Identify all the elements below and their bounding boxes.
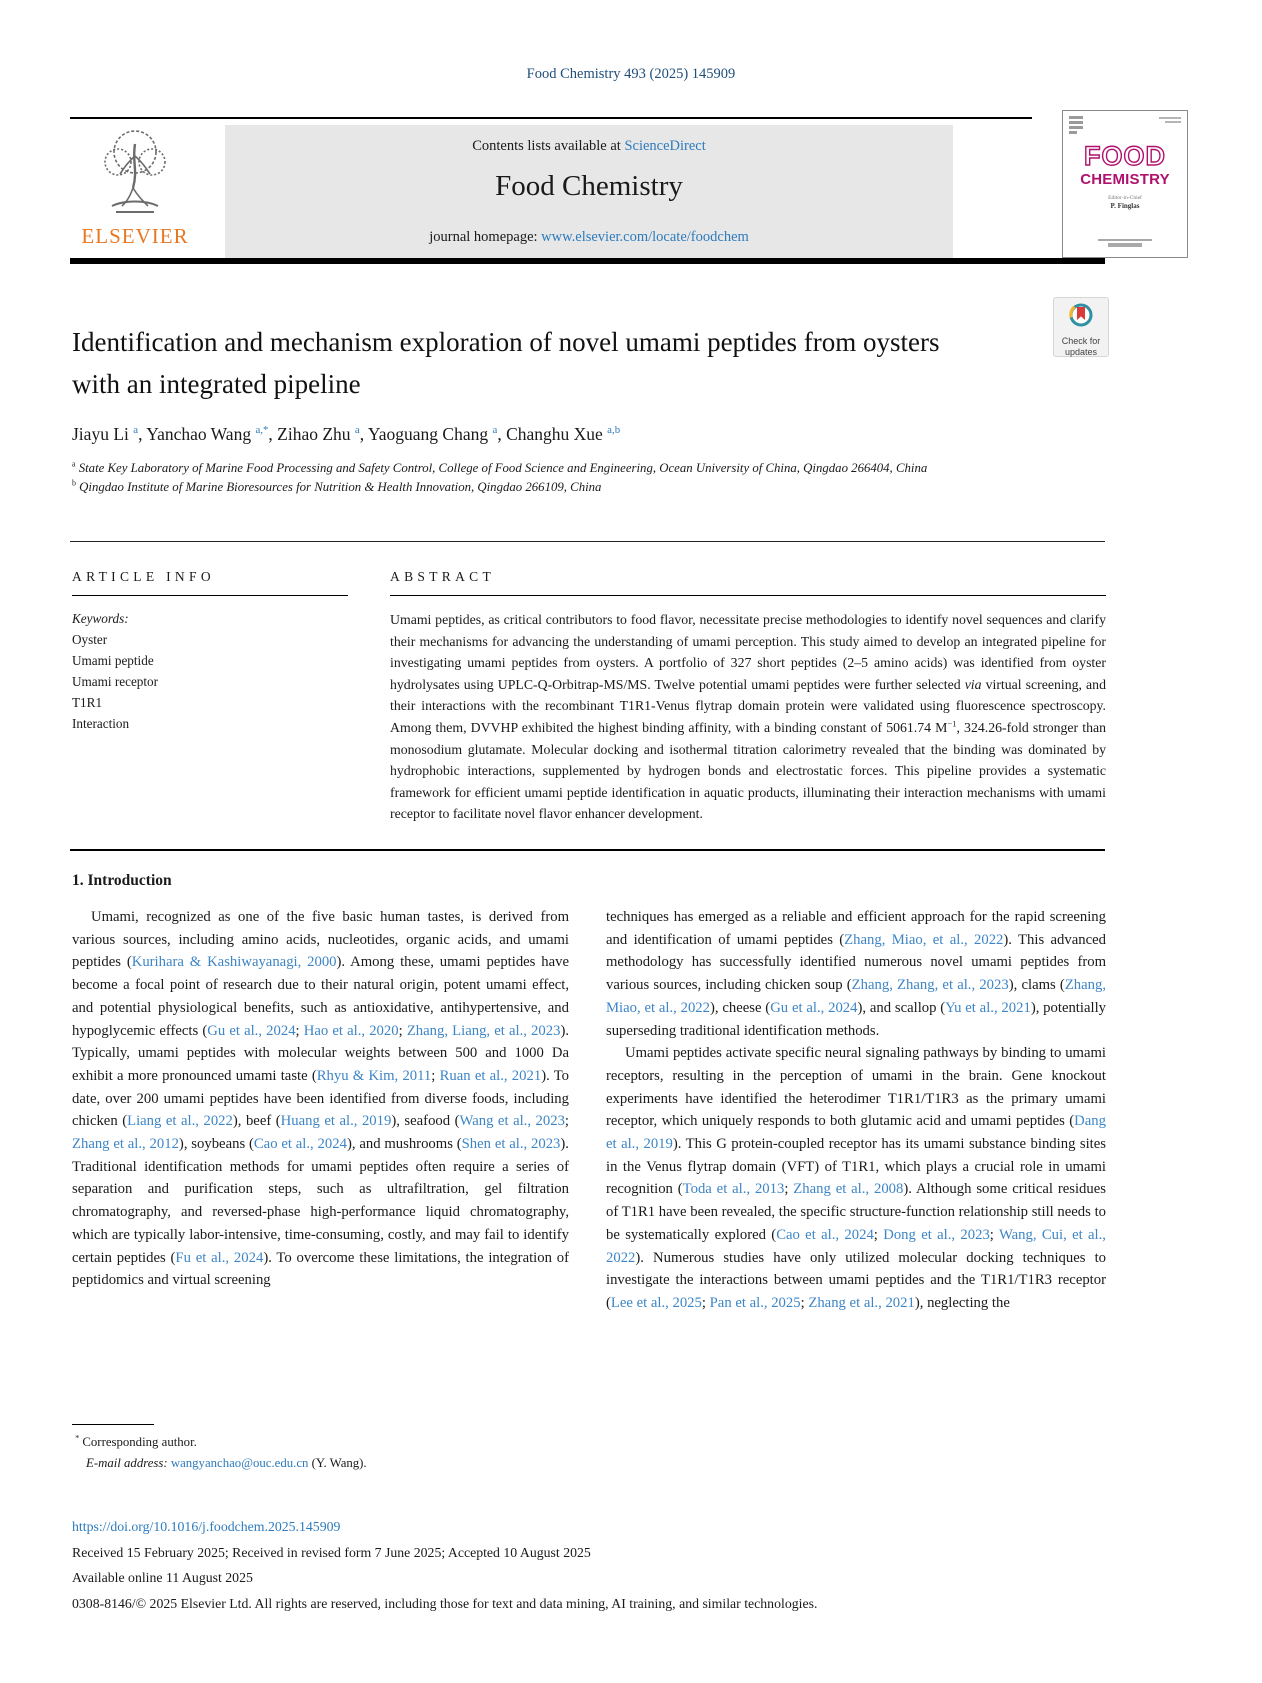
citation-link[interactable]: Zhang, Zhang, et al., 2023 — [851, 977, 1009, 994]
body-paragraph: Umami peptides activate specific neural signaling pathways by binding to umami receptors, resulting in the perception of umami in the brain. Gene knockout experiments have identified the heterodimer T1R1/T1R3 as the primary umami receptor, which uniquely responds to both glutamic acid and umami peptides (Dang et al., 2019). This G protein-coupled receptor has its umami substance binding sites in the Venus flytrap domain (VFT) of T1R1, which plays a crucial role in umami recognition (Toda et al., 2013; Zhang et al., 2008). Although some critical residues of T1R1 have been revealed, the specific structure-function relationship still needs to be systematically explored (Cao et al., 2024; Dong et al., 2023; Wang, Cui, et al., 2022). Numerous studies have only utilized molecular docking techniques to investigate the interactions between umami peptides and the T1R1/T1R3 receptor (Lee et al., 2025; Pan et al., 2025; Zhang et al., 2021), neglecting the — [606, 1045, 1106, 1311]
author-name: Yaoguang Chang $^a$, — [367, 424, 507, 444]
citation-link[interactable]: Gu et al., 2024 — [770, 999, 858, 1016]
check-badge-label-line2: updates — [1064, 346, 1098, 357]
journal-homepage-link[interactable]: www.elsevier.com/locate/foodchem — [541, 229, 749, 245]
author-name: Yanchao Wang $^{a,*}$, — [146, 424, 278, 444]
abstract-section — [390, 569, 1106, 825]
email-suffix: (Y. Wang). — [308, 1456, 367, 1470]
elsevier-wordmark: ELSEVIER — [81, 224, 189, 248]
citation-link[interactable]: Gu et al., 2024 — [207, 1022, 296, 1039]
citation-link[interactable]: Zhang, Liang, et al., 2023 — [406, 1022, 561, 1039]
footnote-marker: * — [75, 1433, 80, 1443]
citation-link[interactable]: Dong et al., 2023 — [883, 1226, 990, 1243]
citation-link[interactable]: Cao et al., 2024 — [253, 1136, 347, 1153]
article-info-section — [72, 569, 348, 734]
elsevier-logo — [73, 122, 197, 258]
cover-editor-label: Editor-in-Chief — [1108, 195, 1142, 201]
copyright-line: 0308-8146/© 2025 Elsevier Ltd. All rights are reserved, including those for text and data mining, AI training, and similar technologies. — [72, 1595, 818, 1611]
homepage-prefix: journal homepage: — [429, 229, 542, 245]
abstract-bottom-rule — [70, 849, 1105, 851]
keyword-item: T1R1 — [72, 695, 103, 710]
doi-link[interactable]: https://doi.org/10.1016/j.foodchem.2025.145909 — [72, 1519, 341, 1534]
citation-link[interactable]: Pan et al., 2025 — [709, 1294, 801, 1311]
keyword-list — [72, 629, 348, 734]
body-paragraph: Umami, recognized as one of the five basic human tastes, is derived from various sources, including amino acids, nucleotides, organic acids, and umami peptides (Kurihara & Kashiwayanagi, 2000). Among these, umami peptides have become a focal point of research due to their natural origin, potent umami effect, and potential physiological benefits, such as antioxidative, antihypertensive, and hypoglycemic effects (Gu et al., 2024; Hao et al., 2020; Zhang, Liang, et al., 2023). Typically, umami peptides with molecular weights between 500 and 1000 Da exhibit a more pronounced umami taste (Rhyu & Kim, 2011; Ruan et al., 2021). To date, over 200 umami peptides have been identified from diverse foods, including chicken (Liang et al., 2022), beef (Huang et al., 2019), seafood (Wang et al., 2023; Zhang et al., 2012), soybeans (Cao et al., 2024), and mushrooms (Shen et al., 2023). Traditional identification methods for umami peptides often require a series of separation and purification steps, such as ultrafiltration, gel filtration chromatography, and reversed-phase high-performance liquid chromatography, which are typically labor-intensive, time-consuming, costly, and may fail to identify certain peptides (Fu et al., 2024). To overcome these limitations, the integration of peptidomics and virtual screening — [72, 909, 570, 1289]
cover-title-food: FOOD — [1084, 141, 1166, 171]
citation-link[interactable]: Kurihara & Kashiwayanagi, 2000 — [131, 954, 337, 971]
article-title: Identification and mechanism exploration of novel umami peptides from oysters with an integrated pipeline — [72, 327, 940, 399]
check-for-updates-badge[interactable] — [1053, 297, 1109, 357]
abstract-heading: ABSTRACT — [390, 569, 1106, 596]
contents-line — [225, 138, 953, 155]
corresponding-author-footnote — [72, 1424, 569, 1474]
cover-editor-name: P. Finglas — [1110, 202, 1140, 210]
homepage-line — [225, 229, 953, 246]
citation-link[interactable]: Zhang et al., 2012 — [72, 1136, 179, 1153]
author-name: Jiayu Li $^a$, — [72, 424, 147, 444]
cover-footer-text — [1063, 237, 1187, 249]
introduction-heading: 1. Introduction — [72, 872, 172, 889]
journal-citation-header: Food Chemistry 493 (2025) 145909 — [526, 66, 736, 82]
citation-link[interactable]: Dang et al., 2019 — [606, 1113, 1106, 1153]
citation-link[interactable]: Wang et al., 2023 — [459, 1113, 565, 1130]
body-column-left — [72, 906, 569, 1292]
check-badge-label-line1: Check for — [1061, 336, 1101, 346]
keyword-item: Oyster — [72, 632, 108, 647]
affiliation-line: $^a$ State Key Laboratory of Marine Food Processing and Safety Control, College of Food Science and Engineering, Ocean University of China, Qingdao 266404, China — [72, 459, 928, 475]
citation-link[interactable]: Liang et al., 2022 — [127, 1113, 233, 1130]
citation-link[interactable]: Shen et al., 2023 — [461, 1136, 561, 1153]
citation-link[interactable]: Zhang, Miao, et al., 2022 — [606, 977, 1107, 1016]
keywords-block — [72, 608, 348, 734]
keywords-label: Keywords: — [72, 611, 129, 626]
cover-issn-text — [1159, 117, 1181, 125]
citation-link[interactable]: Toda et al., 2013 — [682, 1181, 785, 1198]
affiliation-list — [72, 459, 1072, 497]
citation-link[interactable]: Lee et al., 2025 — [610, 1294, 702, 1311]
body-paragraph: techniques has emerged as a reliable and efficient approach for the rapid screening and identification of umami peptides (Zhang, Miao, et al., 2022). This advanced methodology has successfully identified numerous novel umami peptides from various sources, including chicken soup (Zhang, Zhang, et al., 2023), clams (Zhang, Miao, et al., 2022), cheese (Gu et al., 2024), and scallop (Yu et al., 2021), potentially superseding traditional identification methods. — [606, 909, 1107, 1039]
abstract-text: Umami peptides, as critical contributors to food flavor, necessitate precise methodologies to identify novel sequences and clarify their mechanisms for advancing the understanding of umami perception. This study aimed to develop an integrated pipeline for investigating umami peptides from oysters. A portfolio of 327 short peptides (2–5 amino acids) was identified from oyster hydrolysates using UPLC-Q-Orbitrap-MS/MS. Twelve potential umami peptides were further selected via virtual screening, and their interactions with the recombinant T1R1-Venus flytrap domain protein were validated using fluorescence spectroscopy. Among them, DVVHP exhibited the highest binding affinity, with a binding constant of 5061.74 $M^{-1}$, 324.26-fold stronger than monosodium glutamate. Molecular docking and isothermal titration calorimetry revealed that the binding was dominated by hydrophobic interactions, supplemented by hydrogen bonds and electrostatic forces. This pipeline provides a systematic framework for efficient umami peptide identification in aquatic products, illuminating their interaction mechanisms with umami receptor to facilitate novel flavor enhancer development. — [390, 612, 1106, 822]
affiliation-divider — [70, 541, 1105, 542]
citation-link[interactable]: Hao et al., 2020 — [303, 1022, 399, 1039]
footnote-email-line — [72, 1453, 569, 1474]
citation-link[interactable]: Yu et al., 2021 — [945, 999, 1031, 1016]
citation-link[interactable]: Zhang et al., 2021 — [808, 1294, 915, 1311]
journal-title: Food Chemistry — [495, 170, 683, 202]
author-list — [72, 424, 1052, 445]
citation-link[interactable]: Huang et al., 2019 — [280, 1113, 392, 1130]
citation-link[interactable]: Cao et al., 2024 — [776, 1226, 874, 1243]
check-for-updates-icon — [1066, 318, 1096, 335]
journal-banner — [225, 125, 953, 258]
citation-link[interactable]: Zhang, Miao, et al., 2022 — [844, 931, 1004, 948]
footnote-text: Corresponding author. — [82, 1435, 197, 1449]
header-thick-rule — [70, 258, 1105, 264]
cover-publisher-logo — [1069, 116, 1083, 134]
footnote-rule — [72, 1424, 154, 1425]
article-meta-footer — [72, 1514, 1082, 1616]
citation-link[interactable]: Fu et al., 2024 — [175, 1249, 264, 1266]
author-name: Zihao Zhu $^a$, — [277, 424, 368, 444]
keyword-item: Interaction — [72, 716, 130, 731]
citation-link[interactable]: Zhang et al., 2008 — [793, 1181, 904, 1198]
footnote-line1 — [72, 1432, 569, 1453]
keyword-item: Umami peptide — [72, 653, 154, 668]
author-name: Changhu Xue $^{a,b}$ — [506, 424, 621, 444]
affiliation-line: $^b$ Qingdao Institute of Marine Bioresources for Nutrition & Health Innovation, Qingdao 266109, China — [72, 478, 602, 494]
email-label: E-mail address: — [86, 1456, 168, 1470]
body-column-right — [606, 906, 1106, 1315]
journal-cover-thumbnail — [1062, 110, 1188, 258]
available-online-date: Available online 11 August 2025 — [72, 1570, 253, 1585]
contents-prefix: Contents lists available at — [472, 138, 625, 154]
citation-link[interactable]: Rhyu & Kim, 2011 — [316, 1067, 432, 1084]
header-divider — [70, 117, 1032, 119]
email-link[interactable]: wangyanchao@ouc.edu.cn — [170, 1456, 309, 1470]
keyword-item: Umami receptor — [72, 674, 159, 689]
citation-link[interactable]: Wang, Cui, et al., 2022 — [606, 1226, 1106, 1266]
article-info-heading: ARTICLE INFO — [72, 569, 348, 596]
received-dates: Received 15 February 2025; Received in revised form 7 June 2025; Accepted 10 August 2025 — [72, 1544, 591, 1560]
sciencedirect-link[interactable]: ScienceDirect — [624, 138, 706, 154]
cover-title-chemistry: CHEMISTRY — [1080, 171, 1170, 188]
elsevier-tree-icon — [73, 122, 197, 226]
citation-link[interactable]: Ruan et al., 2021 — [439, 1067, 542, 1084]
